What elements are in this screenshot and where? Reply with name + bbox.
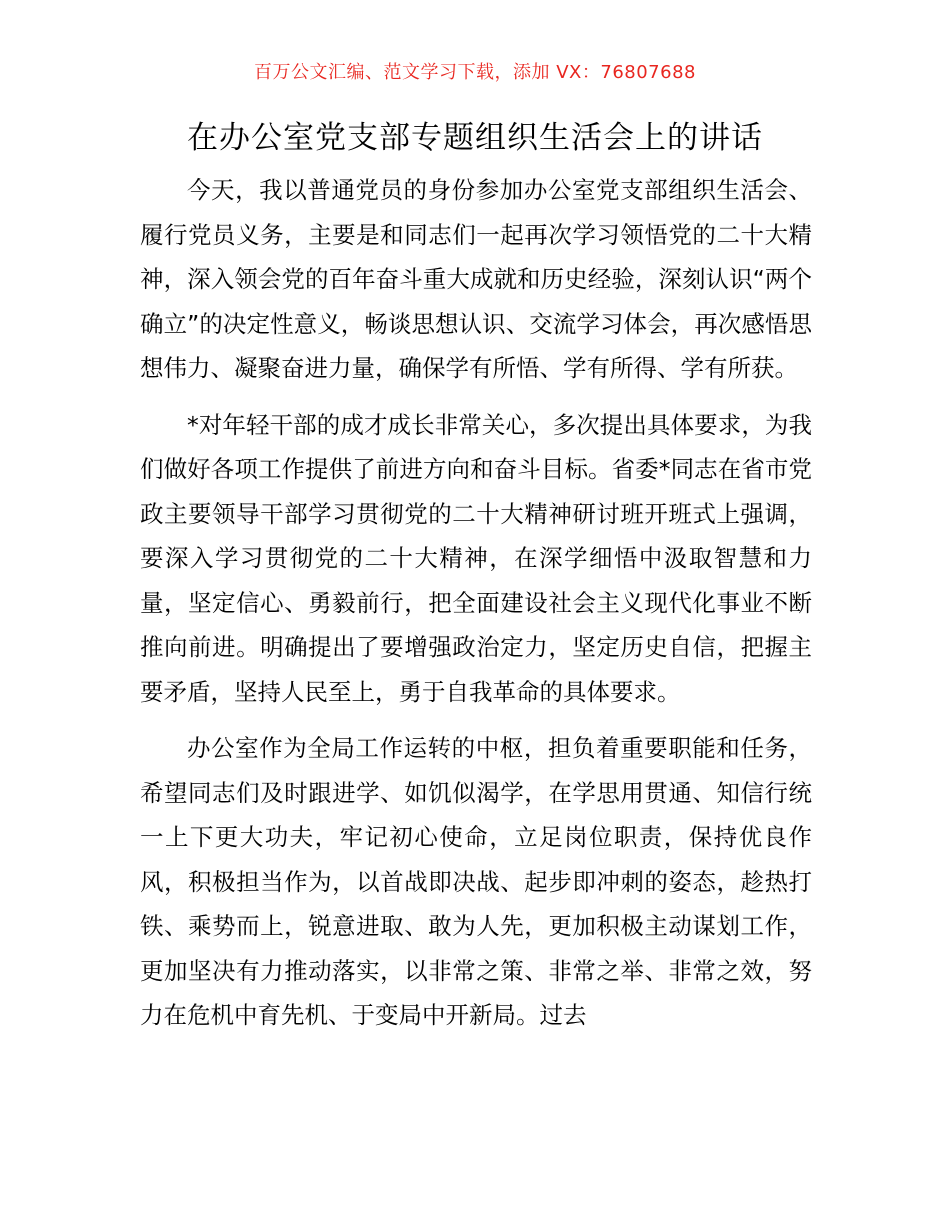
document-body xyxy=(140,168,812,1050)
promo-watermark: 百万公文汇编、范文学习下载，添加 VX：76807688 xyxy=(254,62,696,83)
paragraph-2: *对年轻干部的成才成长非常关心，多次提出具体要求，为我们做好各项工作提供了前进方向和奋斗目标。省委*同志在省市党政主要领导干部学习贯彻党的二十大精神研讨班开班式上强调，要深入学习贯彻党的二十大精神，在深学细悟中汲取智慧和力量，坚定信心、勇毅前行，把全面建设社会主义现代化事业不断推向前进。明确提出了要增强政治定力，坚定历史自信，把握主要矛盾，坚持人民至上，勇于自我革命的具体要求。 xyxy=(140,410,812,706)
page-title: 在办公室党支部专题组织生活会上的讲话 xyxy=(187,120,763,156)
paragraph-1: 今天，我以普通党员的身份参加办公室党支部组织生活会、履行党员义务，主要是和同志们一起再次学习领悟党的二十大精神，深入领会党的百年奋斗重大成就和历史经验，深刻认识“两个确立”的决定性意义，畅谈思想认识、交流学习体会，再次感悟思想伟力、凝聚奋进力量，确保学有所悟、学有所得、学有所获。 xyxy=(140,176,812,382)
paragraph-3: 办公室作为全局工作运转的中枢，担负着重要职能和任务，希望同志们及时跟进学、如饥似渴学，在学思用贯通、知信行统一上下更大功夫，牢记初心使命，立足岗位职责，保持优良作风，积极担当作为，以首战即决战、起步即冲刺的姿态，趁热打铁、乘势而上，锐意进取、敢为人先，更加积极主动谋划工作，更加坚决有力推动落实，以非常之策、非常之举、非常之效，努力在危机中育先机、于变局中开新局。过去 xyxy=(140,734,812,1029)
